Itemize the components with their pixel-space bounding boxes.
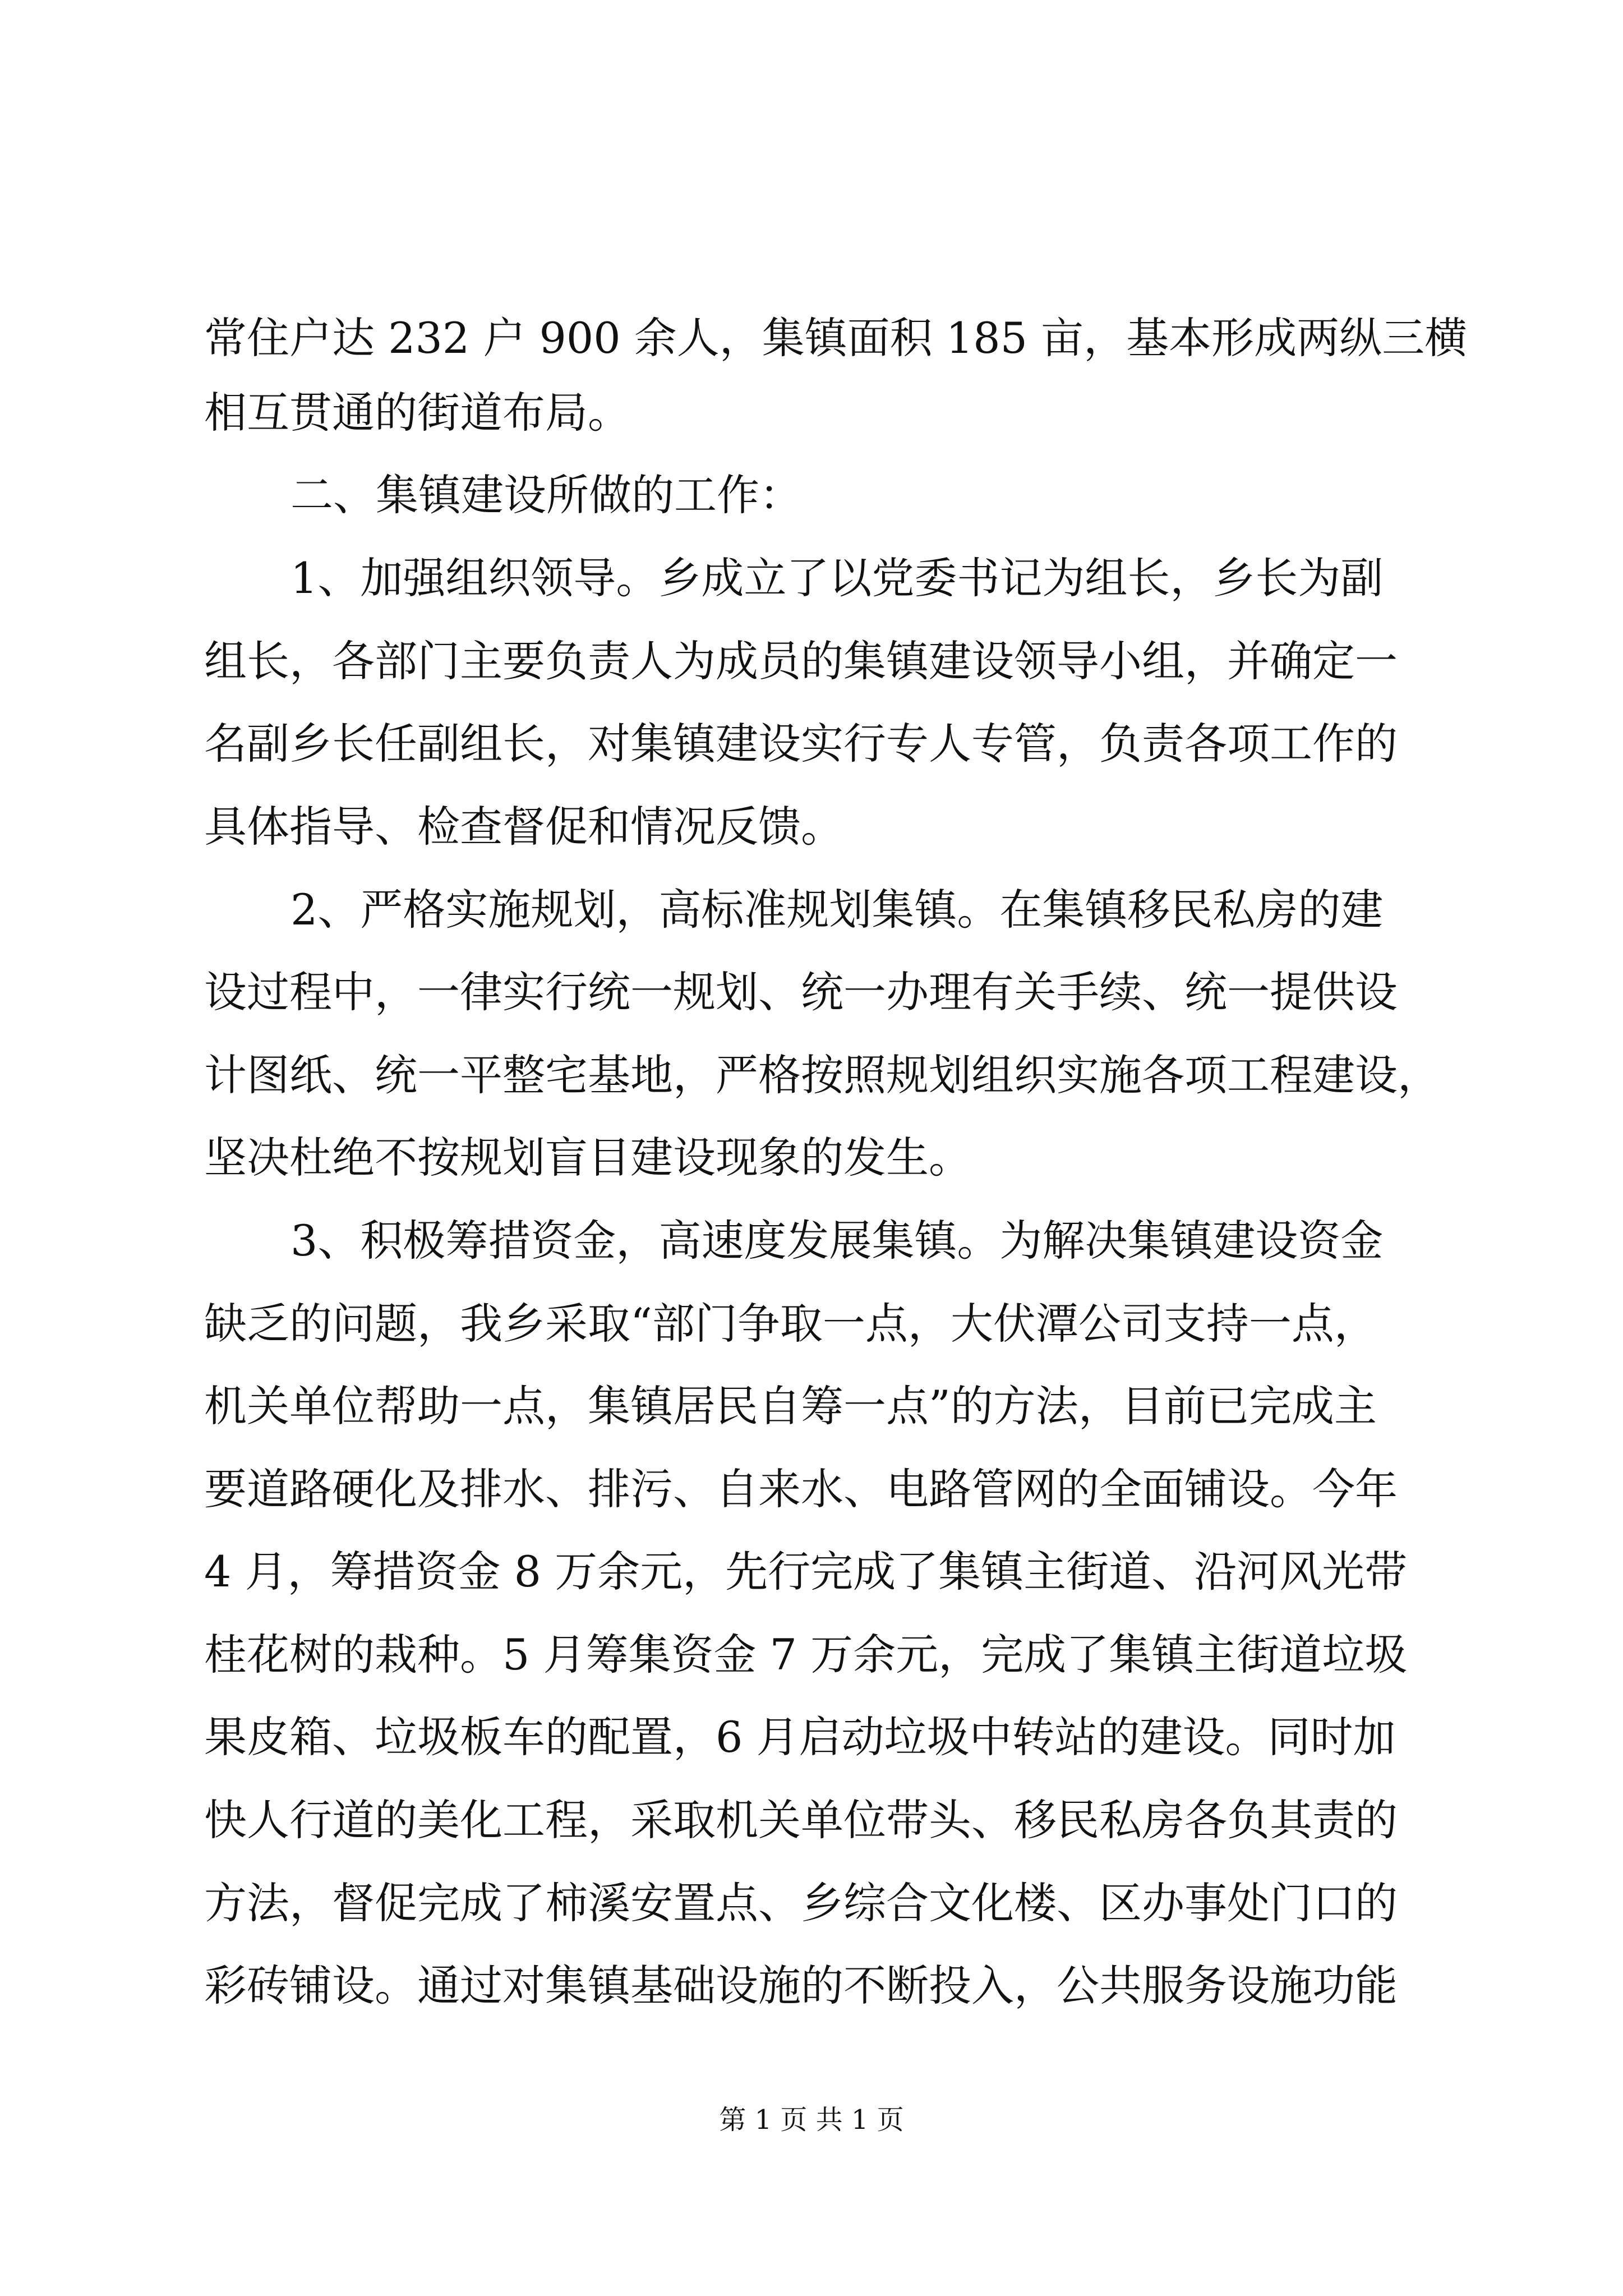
text-line: 缺乏的问题，我乡采取“部门争取一点，大伏潭公司支持一点， bbox=[204, 1299, 1377, 1349]
text-line: 彩砖铺设。通过对集镇基础设施的不断投入，公共服务设施功能 bbox=[204, 1961, 1398, 2010]
text-line: 组长，各部门主要负责人为成员的集镇建设领导小组，并确定一 bbox=[204, 636, 1398, 686]
text-line: 具体指导、检查督促和情况反馈。 bbox=[204, 802, 843, 852]
text-line: 2、严格实施规划，高标准规划集镇。在集镇移民私房的建 bbox=[291, 885, 1384, 935]
text-line: 名副乡长任副组长，对集镇建设实行专人专管，负责各项工作的 bbox=[204, 719, 1398, 769]
text-line: 机关单位帮助一点，集镇居民自筹一点”的方法，目前已完成主 bbox=[204, 1381, 1377, 1431]
text-line: 相互贯通的街道布局。 bbox=[204, 388, 630, 438]
text-line: 快人行道的美化工程，采取机关单位带头、移民私房各负其责的 bbox=[204, 1795, 1398, 1845]
section-heading: 二、集镇建设所做的工作： bbox=[291, 470, 802, 520]
text-line: 果皮箱、垃圾板车的配置，6 月启动垃圾中转站的建设。同时加 bbox=[204, 1712, 1396, 1762]
text-line: 方法，督促完成了柿溪安置点、乡综合文化楼、区办事处门口的 bbox=[204, 1878, 1398, 1928]
text-line: 3、积极筹措资金，高速度发展集镇。为解决集镇建设资金 bbox=[291, 1216, 1384, 1266]
text-line: 常住户达 232 户 900 余人，集镇面积 185 亩，基本形成两纵三横 bbox=[204, 313, 1468, 363]
page-footer: 第 1 页 共 1 页 bbox=[719, 2104, 904, 2136]
text-line: 桂花树的栽种。5 月筹集资金 7 万余元，完成了集镇主街道垃圾 bbox=[204, 1630, 1408, 1680]
text-line: 4 月，筹措资金 8 万余元，先行完成了集镇主街道、沿河风光带 bbox=[204, 1547, 1408, 1596]
text-line: 坚决杜绝不按规划盲目建设现象的发生。 bbox=[204, 1133, 971, 1182]
text-line: 1、加强组织领导。乡成立了以党委书记为组长，乡长为副 bbox=[291, 553, 1384, 603]
text-line: 计图纸、统一平整宅基地，严格按照规划组织实施各项工程建设， bbox=[204, 1050, 1440, 1100]
text-line: 设过程中，一律实行统一规划、统一办理有关手续、统一提供设 bbox=[204, 967, 1398, 1017]
text-line: 要道路硬化及排水、排污、自来水、电路管网的全面铺设。今年 bbox=[204, 1464, 1398, 1514]
